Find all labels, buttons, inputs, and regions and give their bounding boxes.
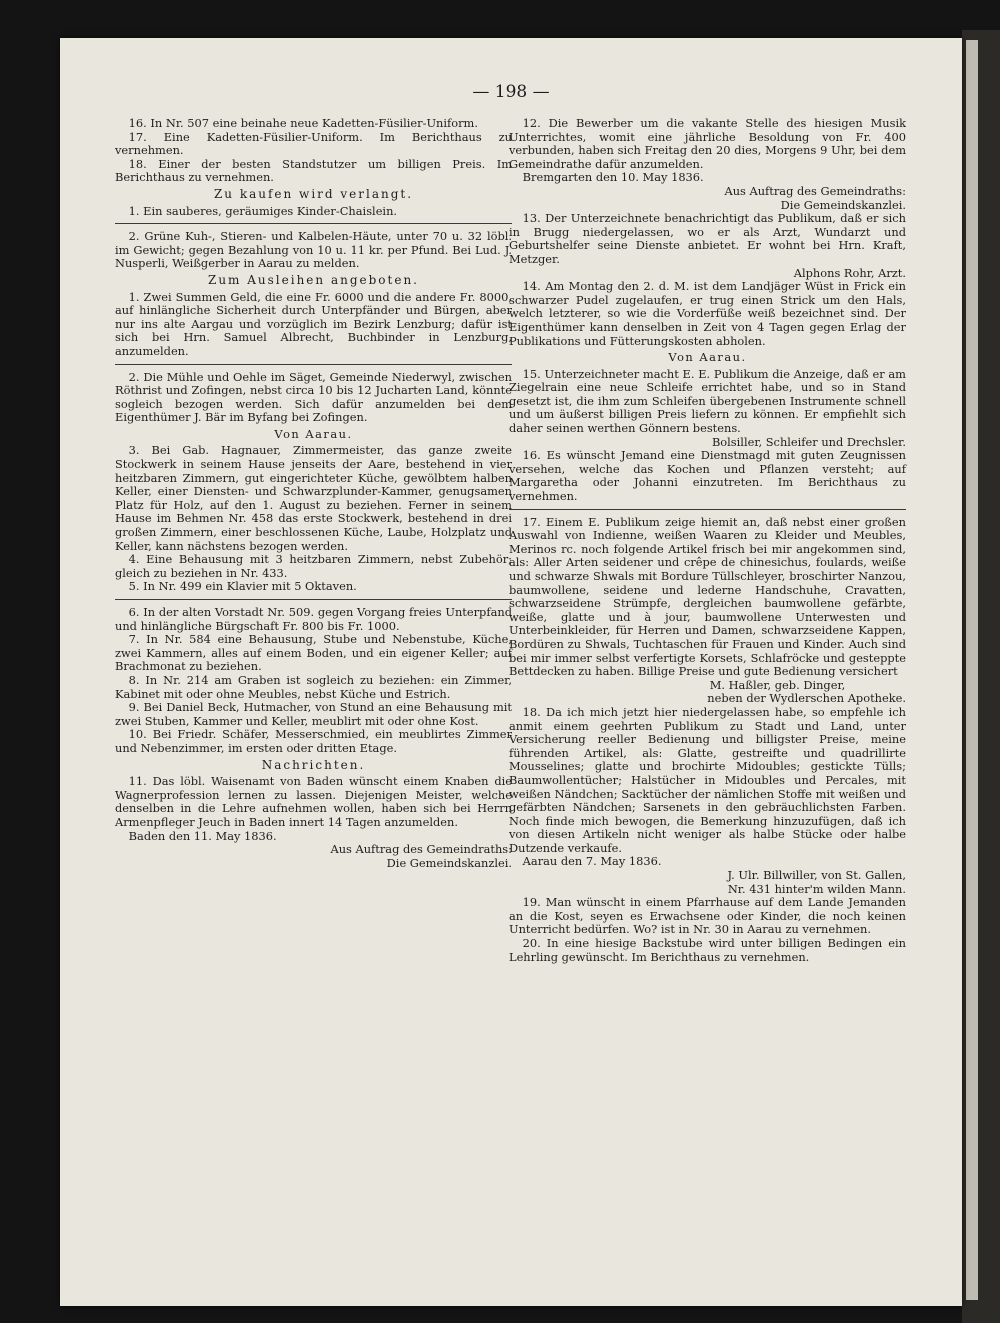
- item-13-signature: Alphons Rohr, Arzt.: [793, 265, 906, 280]
- ad-18: 18. Einer der besten Standstutzer um billigen Preis. Im Berichthaus zu vernehmen.: [115, 156, 512, 185]
- item-12: 12. Die Bewerber um die vakante Stelle des hiesigen Musik Unterrichtes, womit eine jährliche Besoldung von Fr. 400 verbunden, haben sich Freitag den 20 dies, Morgens 9 Uhr, bei dem Gemeindrathe dafür anzumelden.: [509, 116, 906, 171]
- divider: [115, 223, 512, 224]
- item-18-date: Aarau den 7. May 1836.: [522, 854, 662, 869]
- news-11: 11. Das löbl. Waisenamt von Baden wünscht einem Knaben die Wagnerprofession lernen zu lassen. Diejenigen Meister, welche denselben in die Lehre aufnehmen wollen, haben sich bei Herrn Armenpfleger Jeuch in Baden innert 14 Tagen anzumelden.: [115, 774, 512, 829]
- item-17: 17. Einem E. Publikum zeige hiemit an, daß nebst einer großen Auswahl von Indienne, weißen Waaren zu Kleider und Meubles, Merinos rc. noch folgende Artikel frisch bei mir angekommen sind, als: Aller Arten seidener und crêpe de chinesichus, foulards, weiße und schwarze Shwals mit Bordure Tüllschleyer, broschirter Nanzou, baumwollene, seidene und lederne Handschuhe, Cravatten, schwarzseidene Strümpfe, dergleichen baumwollene gefärbte, weiße, glatte und à jour, baumwollene Unterwesten und Unterbeinkleider, für Herren und Damen, schwarzseidene Kappen, Bordüren zu Shwals, Tuchtaschen für Frauen und Kinder. Auch sind bei mir immer selbst verfertigte Korsets, Schlafröcke und gesteppte Bettdecken zu haben. Billige Preise und gute Bedienung versichert: [509, 514, 906, 679]
- wanted-2: 2. Grüne Kuh-, Stieren- und Kalbelen-Häute, unter 70 u. 32 löbl. im Gewicht; gegen Bezahlung von 10 u. 11 kr. per Pfund. Bei Lud. J. Nusperli, Weißgerber in Aarau zu melden.: [115, 229, 512, 271]
- place-heading: Von Aarau.: [668, 350, 747, 365]
- aarau-7: 7. In Nr. 584 eine Behausung, Stube und Nebenstube, Küche, zwei Kammern, alles auf einem Boden, und ein eigener Keller; auf Brachmonat zu beziehen.: [115, 632, 512, 674]
- lend-2: 2. Die Mühle und Oehle im Säget, Gemeinde Niederwyl, zwischen Röthrist und Zofingen, nebst circa 10 bis 12 Jucharten Land, könnte sogleich bezogen werden. Sich dafür anzumelden bei dem Eigenthümer J. Bär im Byfang bei Zofingen.: [115, 369, 512, 425]
- aarau-6: 6. In der alten Vorstadt Nr. 509. gegen Vorgang freies Unterpfand und hinlängliche Bürgschaft Fr. 800 bis Fr. 1000.: [115, 605, 512, 633]
- divider: [115, 364, 512, 365]
- heading-news: Nachrichten.: [261, 757, 366, 772]
- aarau-8: 8. In Nr. 214 am Graben ist sogleich zu beziehen: ein Zimmer, Kabinet mit oder ohne Meubles, nebst Küche und Estrich.: [115, 672, 512, 701]
- newspaper-page: [60, 38, 962, 1306]
- aarau-4: 4. Eine Behausung mit 3 heitzbaren Zimmern, nebst Zubehör; gleich zu beziehen in Nr. 433.: [115, 552, 512, 580]
- item-20: 20. In eine hiesige Backstube wird unter billigen Bedingen ein Lehrling gewünscht. Im Berichthaus zu vernehmen.: [509, 936, 906, 964]
- aarau-3: 3. Bei Gab. Hagnauer, Zimmermeister, das ganze zweite Stockwerk in seinem Hause jenseits der Aare, bestehend in vier heitzbaren Zimmern, gut eingerichteter Küche, gewölbtem halben Keller, einer Diensten- und Schwarzplunder-Kammer, genugsamen Platz für Holz, auf den 1. August zu beziehen. Ferner in seinem Hause im Behmen Nr. 458 das erste Stockwerk, bestehend in drei großen Zimmern, einer beschlossenen Küche, Laube, Holzplatz und Keller, kann nächstens bezogen werden.: [115, 443, 512, 553]
- page-number: — 198 —: [472, 82, 550, 102]
- heading-wanted: Zu kaufen wird verlangt.: [213, 186, 414, 201]
- item-12-date: Bremgarten den 10. May 1836.: [522, 170, 704, 185]
- item-16: 16. Es wünscht Jemand eine Dienstmagd mit guten Zeugnissen versehen, welche das Kochen und Pflanzen versteht; auf Margaretha oder Johanni einzutreten. Im Berichthaus zu vernehmen.: [509, 448, 906, 504]
- right-column: [509, 117, 906, 964]
- item-19: 19. Man wünscht in einem Pfarrhause auf dem Lande Jemanden an die Kost, seyen es Erwachsene oder Kinder, die noch keinen Unterricht bedürfen. Wo? ist in Nr. 30 in Aarau zu vernehmen.: [509, 895, 906, 937]
- item-15-signature: Bolsiller, Schleifer und Drechsler.: [711, 434, 906, 449]
- ad-17: 17. Eine Kadetten-Füsilier-Uniform. Im Berichthaus zu vernehmen.: [115, 129, 512, 158]
- place-heading: Von Aarau.: [274, 426, 353, 441]
- wanted-1: 1. Ein sauberes, geräumiges Kinder-Chaislein.: [128, 203, 398, 218]
- item-14: 14. Am Montag den 2. d. M. ist dem Landjäger Wüst in Frick ein schwarzer Pudel zugelaufen, er trug einen Strick um den Hals, welch letzterer, so wie die Vorderfüße weiß bezeichnet sind. Der Eigenthümer kann denselben in Zeit von 4 Tagen gegen Erlag der Publikations und Fütterungskosten abholen.: [509, 279, 906, 348]
- aarau-10: 10. Bei Friedr. Schäfer, Messerschmied, ein meublirtes Zimmer und Nebenzimmer, im ersten oder dritten Etage.: [115, 727, 512, 755]
- aarau-9: 9. Bei Daniel Beck, Hutmacher, von Stund an eine Behausung mit zwei Stuben, Kammer und Keller, meublirt mit oder ohne Kost.: [115, 700, 512, 728]
- news-11-signature-office: Die Gemeindskanzlei.: [386, 855, 512, 870]
- item-12-signature: Aus Auftrag des Gemeindraths:: [724, 183, 906, 198]
- news-11-signature: Aus Auftrag des Gemeindraths:: [330, 842, 512, 857]
- item-17-signature-address: neben der Wydlerschen Apotheke.: [707, 691, 906, 706]
- heading-lend: Zum Ausleihen angeboten.: [207, 272, 419, 287]
- adjacent-page-edge: [966, 40, 978, 1300]
- item-15: 15. Unterzeichneter macht E. E. Publikum die Anzeige, daß er am Ziegelrain eine neue Schleife errichtet habe, und so in Stand gesetzt ist, die ihm zum Schleifen übergebenen Instrumente schnell und um äußerst billigen Preis liefern zu können. Er empfiehlt sich daher seinen werthen Gönnern bestens.: [509, 366, 906, 436]
- divider: [115, 599, 512, 600]
- item-12-signature-office: Die Gemeindskanzlei.: [780, 197, 906, 212]
- divider: [509, 509, 906, 510]
- item-18-signature: J. Ulr. Billwiller, von St. Gallen,: [727, 868, 906, 883]
- item-18-signature-address: Nr. 431 hinter'm wilden Mann.: [727, 881, 906, 896]
- item-17-signature: M. Haßler, geb. Dinger,: [709, 677, 846, 692]
- item-13: 13. Der Unterzeichnete benachrichtigt das Publikum, daß er sich in Brugg niedergelassen, wo er als Arzt, Wundarzt und Geburtshelfer seine Dienste anbietet. Er wohnt bei Hrn. Kraft, Metzger.: [509, 211, 906, 266]
- item-18: 18. Da ich mich jetzt hier niedergelassen habe, so empfehle ich anmit einem geehrten Publikum zu Stadt und Land, unter Versicherung reeller Bedienung und billigster Preise, meine führenden Artikel, als: Glatte, gestreifte und quadrillirte Mousselines; glatte und brochirte Midoubles; gestickte Tülls; Baumwollentücher; Halstücher in Midoubles und Percales, mit weißen Nändchen; Sacktücher der nämlichen Stoffe mit weißen und gefärbten Nändchen; Sarsenets in den gebräuchlichsten Farben. Noch finde mich bewogen, die Bemerkung hinzuzufügen, daß ich von diesen Artikeln nicht weniger als halbe Stücke oder halbe Dutzende verkaufe.: [509, 704, 906, 855]
- left-column: [115, 117, 512, 870]
- news-11-date: Baden den 11. May 1836.: [128, 828, 277, 843]
- aarau-5: 5. In Nr. 499 ein Klavier mit 5 Oktaven.: [128, 579, 357, 594]
- ad-16: 16. In Nr. 507 eine beinahe neue Kadetten-Füsilier-Uniform.: [128, 116, 478, 130]
- lend-1: 1. Zwei Summen Geld, die eine Fr. 6000 und die andere Fr. 8000, auf hinlängliche Sicherheit durch Unterpfänder und Bürgen, aber nur ins alte Aargau und vorzüglich im Bezirk Lenzburg; dafür ist sich bei Hrn. Samuel Albrecht, Buchbinder in Lenzburg, anzumelden.: [115, 289, 512, 358]
